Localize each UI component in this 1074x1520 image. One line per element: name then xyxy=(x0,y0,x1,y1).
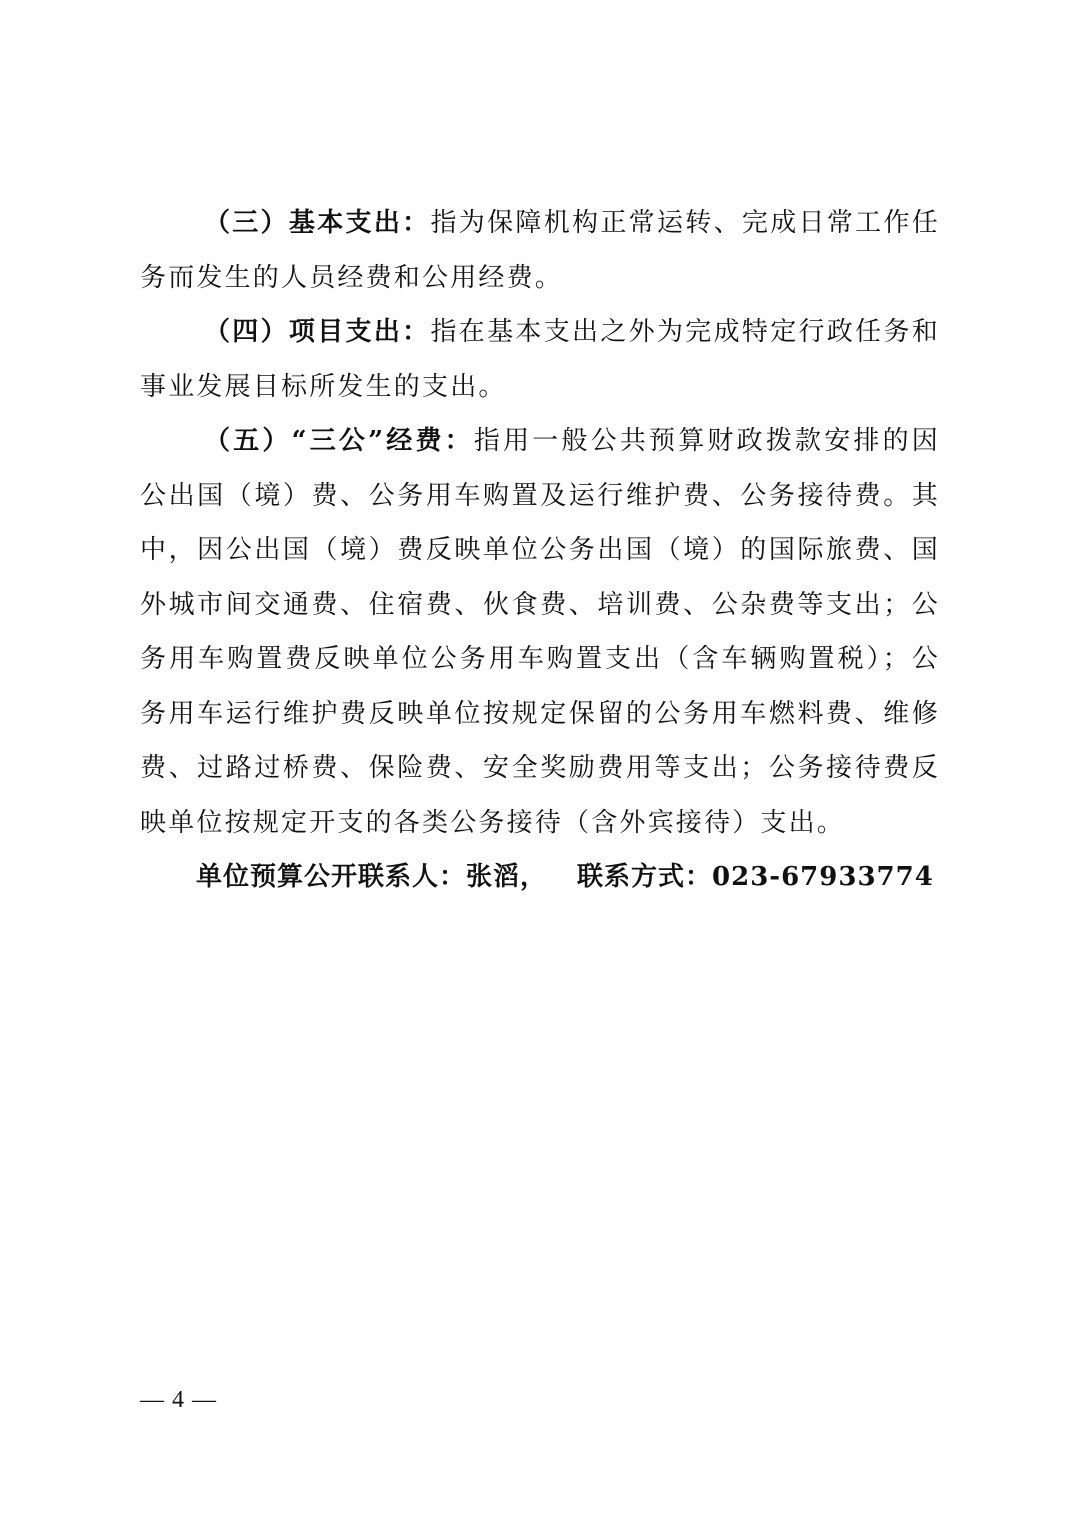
paragraph-heading: （四）项目支出： xyxy=(204,317,431,347)
paragraph-heading: （三）基本支出： xyxy=(204,208,431,238)
paragraph-text: 指为保障机构正常运转、完成日常工作任务而发生的人员经费和公用经费。 xyxy=(140,208,940,293)
paragraph-text: 指在基本支出之外为完成特定行政任务和事业发展目标所发生的支出。 xyxy=(140,317,940,402)
contact-person: 单位预算公开联系人：张滔， xyxy=(196,862,548,892)
page-number: — 4 — xyxy=(140,1387,217,1413)
contact-method: 联系方式：023-67933774 xyxy=(577,862,934,892)
paragraph-project-expenditure xyxy=(140,305,940,414)
contact-line xyxy=(140,850,940,905)
paragraph-text: 指用一般公共预算财政拨款安排的因公出国（境）费、公务用车购置及运行维护费、公务接待费。其中，因公出国（境）费反映单位公务出国（境）的国际旅费、国外城市间交通费、住宿费、伙食费、培训费、公杂费等支出；公务用车购置费反映单位公务用车购置支出（含车辆购置税）；公务用车运行维护费反映单位按规定保留的公务用车燃料费、维修费、过路过桥费、保险费、安全奖励费用等支出；公务接待费反映单位按规定开支的各类公务接待（含外宾接待）支出。 xyxy=(140,426,941,838)
document-body xyxy=(140,196,940,905)
paragraph-basic-expenditure xyxy=(140,196,940,305)
paragraph-heading: （五）“三公”经费： xyxy=(204,426,474,456)
paragraph-three-public-expenses xyxy=(140,414,940,850)
